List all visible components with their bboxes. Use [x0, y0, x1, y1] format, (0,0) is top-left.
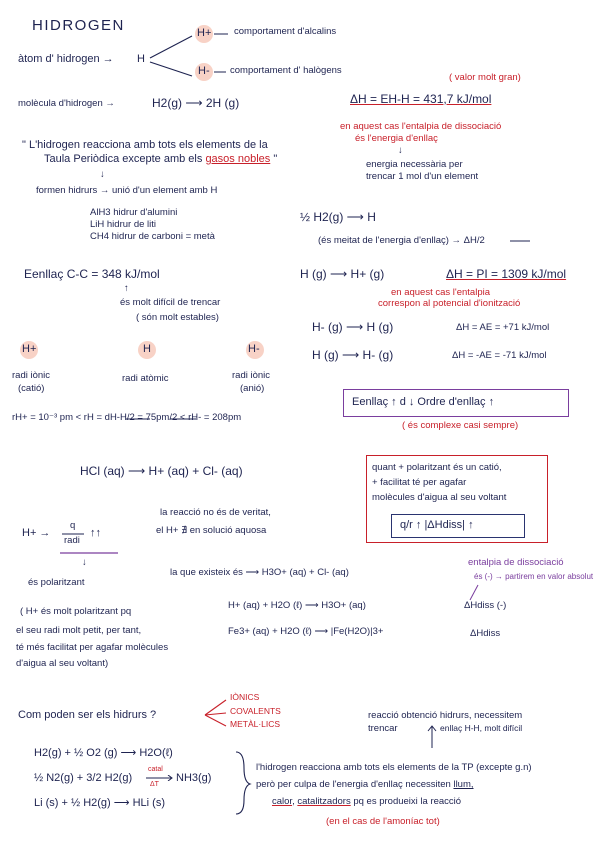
delta-t-label: ΔT: [150, 781, 159, 788]
hcl-equation: HCl (aq) ⟶ H+ (aq) + Cl- (aq): [80, 464, 243, 478]
summary-line-1: l'hidrogen reacciona amb tots els elements de la TP (excepte g.n): [256, 762, 532, 773]
atom-label: àtom d' hidrogen →: [18, 53, 114, 65]
bond-note-1: és molt difícil de trencar: [120, 297, 221, 308]
bond-trend-text: Eenllaç ↑ d ↓ Ordre d'enllaç ↑: [352, 396, 495, 408]
halogen-behaviour: comportament d' halògens: [230, 65, 342, 76]
polar-explanation-1: ( H+ és molt polaritzant pq: [20, 606, 132, 617]
reaction-ammonia-left: ½ N2(g) + 3/2 H2(g): [34, 772, 133, 784]
radius-h: H: [143, 343, 151, 355]
affinity-enthalpy-1: ΔH = AE = +71 kJ/mol: [456, 322, 550, 333]
dissociation-note-1: en aquest cas l'entalpia de dissociació: [340, 121, 502, 132]
dissociation-title: entalpia de dissociació: [468, 557, 564, 568]
quote-line-2: Taula Periòdica excepte amb els gasos nobles ": [44, 153, 278, 165]
hcl-note-2: el H+ ∄ en solució aquosa: [156, 525, 267, 536]
polar-q: q: [70, 520, 76, 531]
hidrurs-definition: formen hidrurs → unió d'un element amb H: [36, 185, 218, 196]
catalyst-arrow: [146, 775, 174, 781]
hidrur-item: CH4 hidrur de carboni = metà: [90, 231, 215, 242]
polar-explanation-3: té més facilitat per agafar molècules: [16, 642, 169, 653]
atom-hplus: H+: [197, 27, 212, 39]
dissociation-note-2: és l'energia d'enllaç: [355, 133, 438, 144]
atom-h: H: [137, 53, 145, 65]
molecule-label: molècula d'hidrogen →: [18, 98, 115, 109]
dissociation-note: és (-) → partirem en valor absolut: [474, 572, 594, 581]
half-h2-equation: ½ H2(g) ⟶ H: [300, 210, 376, 224]
half-h2-note: (és meitat de l'energia d'enllaç) → ΔH/2: [318, 235, 485, 246]
hidrur-item: LiH hidrur de liti: [90, 219, 156, 230]
radius-hplus: H+: [22, 343, 37, 355]
ionization-note-1: en aquest cas l'entalpia: [391, 287, 490, 298]
polarization-line-2: + facilitat té per agafar: [372, 477, 467, 488]
catalyst-label: catal: [148, 766, 163, 773]
hydride-question: Com poden ser els hidrurs ?: [18, 709, 157, 721]
affinity-equation-2: H (g) ⟶ H- (g): [312, 348, 394, 362]
energy-note-1: energia necessària per: [366, 159, 463, 170]
radius-ionic-anion: radi iònic: [232, 370, 271, 381]
hydride-type: COVALENTS: [230, 706, 281, 716]
polarization-inner-text: q/r ↑ |ΔHdiss| ↑: [400, 519, 474, 531]
polar-radi: radi: [64, 535, 80, 546]
reaction-water: H2(g) + ½ O2 (g) ⟶ H2O(ℓ): [34, 747, 173, 759]
polar-hplus: H+ →: [22, 527, 51, 539]
valor-note: ( valor molt gran): [449, 72, 521, 83]
hidrur-item: AlH3 hidrur d'alumini: [90, 207, 178, 218]
reaction-lithium: Li (s) + ½ H2(g) ⟶ HLi (s): [34, 797, 165, 809]
polarization-line-1: quant + polaritzant és un catió,: [372, 462, 502, 473]
radius-atomic: radi atòmic: [122, 373, 169, 384]
polarization-line-3: molècules d'aigua al seu voltant: [372, 492, 507, 503]
polar-arrows: ↑↑: [90, 527, 101, 539]
affinity-equation-1: H- (g) ⟶ H (g): [312, 320, 394, 334]
affinity-enthalpy-2: ΔH = -AE = -71 kJ/mol: [452, 350, 547, 361]
bond-trend-note: ( és complexe casi sempre): [402, 420, 519, 431]
ionization-note-2: correspon al potencial d'ionització: [378, 298, 521, 309]
dissociation-equation-2: Fe3+ (aq) + H2O (ℓ) ⟶ |Fe(H2O)|3+: [228, 626, 384, 637]
polar-label: és polaritzant: [28, 577, 85, 588]
reaction-ammonia-right: NH3(g): [176, 772, 212, 784]
down-arrow: ↓: [398, 145, 403, 156]
bond-note-2: ( són molt estables): [136, 312, 219, 323]
ionization-enthalpy: ΔH = PI = 1309 kJ/mol: [446, 267, 567, 281]
ionization-equation: H (g) ⟶ H+ (g): [300, 267, 385, 281]
dissociation-enthalpy-1: ΔHdiss (-): [464, 600, 507, 611]
polar-explanation-4: d'aigua al seu voltant): [16, 658, 109, 669]
energy-note-2: trencar 1 mol d'un element: [366, 171, 479, 182]
radius-anion: (anió): [240, 383, 265, 394]
hydride-type: IÒNICS: [230, 692, 260, 702]
ammonia-note: (en el cas de l'amoníac tot): [326, 816, 440, 827]
summary-line-2: però per culpa de l'energia d'enllaç necessiten llum,: [256, 779, 474, 790]
atom-hminus: H-: [198, 65, 210, 77]
bond-enthalpy-equation: ΔH = EH-H = 431,7 kJ/mol: [350, 92, 492, 106]
obtention-note-1: reacció obtenció hidrurs, necessitem: [368, 710, 523, 721]
polar-arrow: ↓: [82, 557, 87, 568]
radius-ionic-cation: radi iònic: [12, 370, 51, 381]
dissociation-equation-1: H+ (aq) + H2O (ℓ) ⟶ H3O+ (aq): [228, 600, 366, 611]
hydride-type: METÀL·LICS: [230, 719, 281, 729]
hcl-note-1: la reacció no és de veritat,: [160, 507, 271, 518]
molecule-equation: H2(g) ⟶ 2H (g): [152, 96, 240, 110]
bond-arrow: ↑: [124, 283, 129, 294]
obtention-note-3: enllaç H-H, molt difícil: [440, 723, 523, 733]
cc-bond-energy: Eenllaç C-C = 348 kJ/mol: [24, 267, 160, 281]
page-title: HIDROGEN: [32, 17, 125, 34]
summary-line-3: calor, catalitzadors pq es produeixi la reacció: [272, 796, 462, 807]
polar-explanation-2: el seu radi molt petit, per tant,: [16, 625, 142, 636]
hidrurs-arrow: ↓: [100, 169, 105, 180]
obtention-note-2: trencar: [368, 723, 398, 734]
quote-line-1: " L'hidrogen reacciona amb tots els elements de la: [22, 139, 268, 151]
radius-comparison: rH+ = 10⁻³ pm < rH = dH-H/2 = 75pm/2 < rH- = 208pm: [12, 412, 242, 423]
hcl-note-3: la que existeix és ⟶ H3O+ (aq) + Cl- (aq): [170, 567, 349, 578]
radius-hminus: H-: [248, 343, 260, 355]
dissociation-enthalpy-2: ΔHdiss: [470, 628, 501, 639]
alkali-behaviour: comportament d'alcalins: [234, 26, 337, 37]
radius-cation: (catió): [18, 383, 45, 394]
